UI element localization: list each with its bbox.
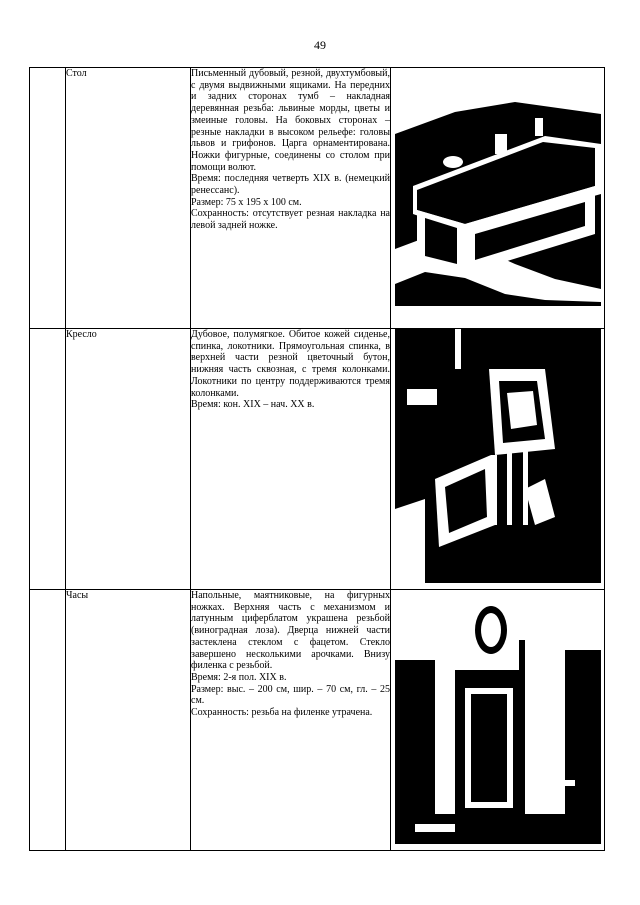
- page-number: 49: [314, 38, 326, 52]
- description-text: Напольные, маятниковые, на фигурных ножках. Верхняя часть с механизмом и латунным циферблатом украшена резьбой (виноградная лоза). Дверца нижней части застеклена стеклом с фацетом. Стекло завершено несколькими арочками. Внизу филенка с резьбой.: [191, 590, 390, 672]
- condition-text: Сохранность: резьба на филенке утрачена.: [191, 707, 373, 719]
- size-text: Размер: выс. – 200 см, шир. – 70 см, гл. – 25 см.: [191, 683, 390, 707]
- number-cell: [30, 68, 66, 329]
- photo-cell: [391, 68, 605, 329]
- table-photo: [395, 74, 601, 306]
- photo-cell: [391, 329, 605, 590]
- item-description: [191, 590, 391, 851]
- armchair-photo: [395, 329, 601, 583]
- table-row-table: [30, 68, 605, 329]
- clock-photo: [395, 600, 601, 844]
- item-name: Кресло: [66, 329, 191, 590]
- table-row-clock: [30, 590, 605, 851]
- description-text: Письменный дубовый, резной, двухтумбовый, с двумя выдвижными ящиками. На передних и задних сторонах тумб – накладная деревянная резьба: львиные морды, цветы и змеиные головы. На боковых сторонах – резные накладки в высоком рельефе: головы львов и грифонов. Царга орнаментирована. Ножки фигурные, соединены со столом при помощи волют.: [191, 68, 390, 173]
- condition-text: Сохранность: отсутствует резная накладка на левой задней ножке.: [191, 208, 390, 232]
- photo-cell: [391, 590, 605, 851]
- catalog-table: [29, 67, 605, 851]
- table-row-armchair: [30, 329, 605, 590]
- size-text: Размер: 75 х 195 х 100 см.: [191, 196, 302, 208]
- item-description: [191, 329, 391, 590]
- item-description: [191, 68, 391, 329]
- item-name: Стол: [66, 68, 191, 329]
- number-cell: [30, 590, 66, 851]
- number-cell: [30, 329, 66, 590]
- description-text: Дубовое, полумягкое. Обитое кожей сиденье, спинка, локотники. Прямоугольная спинка, в верхней части резной цветочный бутон, нижняя часть сквозная, с тремя колонками. Локотники по центру поддерживаются тремя колонками.: [191, 329, 390, 399]
- time-text: Время: 2-я пол. XIX в.: [191, 671, 287, 683]
- time-text: Время: кон. XIX – нач. XX в.: [191, 399, 315, 411]
- item-name: Часы: [66, 590, 191, 851]
- time-text: Время: последняя четверть XIX в. (немецкий ренессанс).: [191, 173, 390, 197]
